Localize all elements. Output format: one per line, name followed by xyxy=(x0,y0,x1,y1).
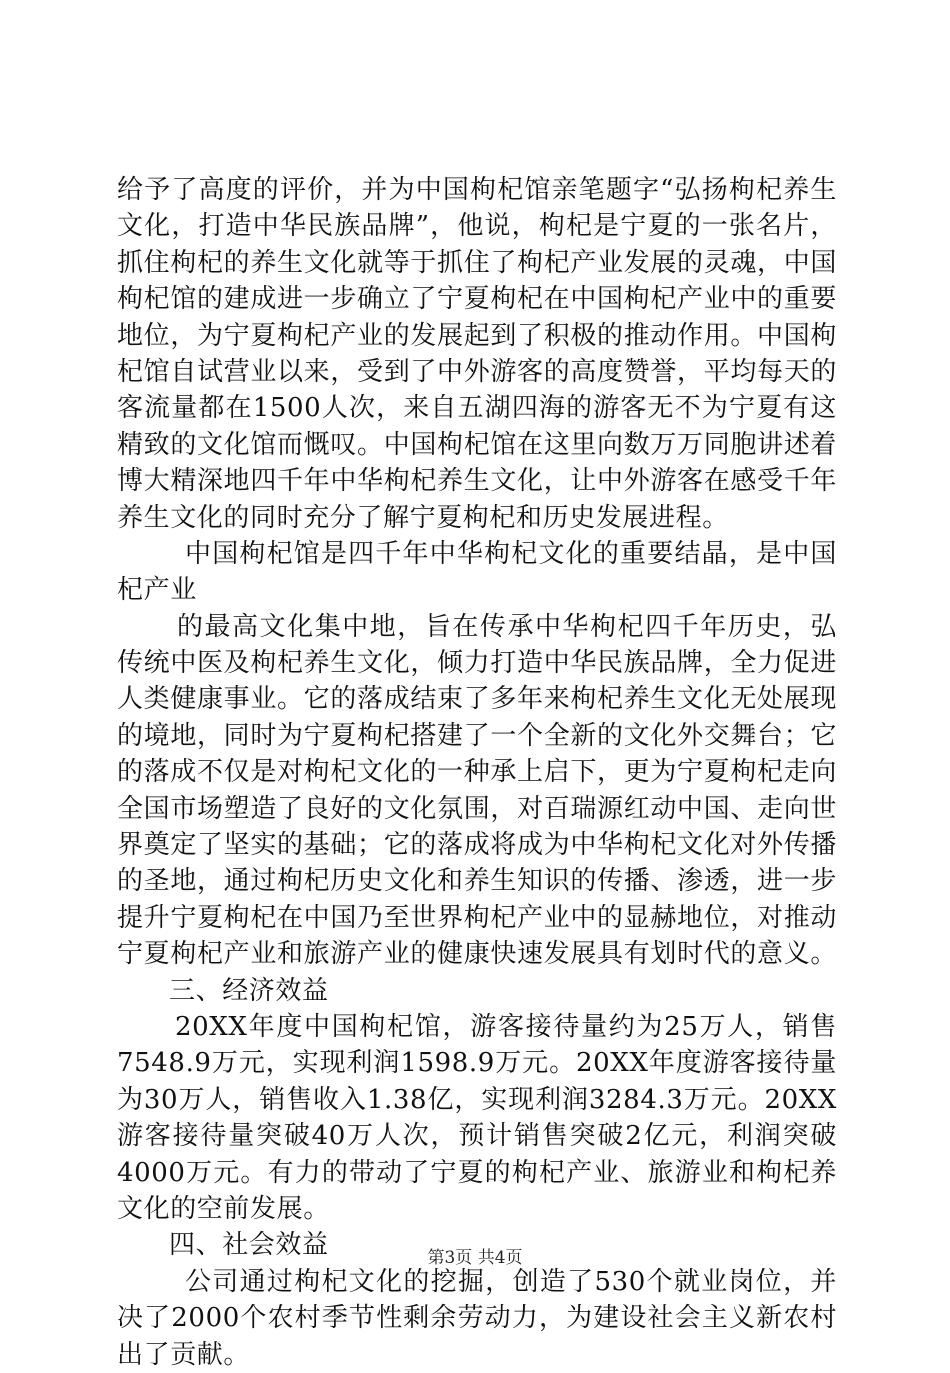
text-line: 界奠定了坚实的基础；它的落成将成为中华枸杞文化对外传播 xyxy=(117,830,837,861)
text-line: 杞产业 xyxy=(117,575,197,606)
text-line: 的境地，同时为宁夏枸杞搭建了一个全新的文化外交舞台；它 xyxy=(117,720,837,751)
text-line: 全国市场塑造了良好的文化氛围，对百瑞源红动中国、走向世 xyxy=(117,793,837,824)
text-line: 枸杞馆的建成进一步确立了宁夏枸杞在中国枸杞产业中的重要 xyxy=(117,284,837,315)
page-footer: 第3页 共4页 xyxy=(427,1248,523,1268)
text-line: 养生文化的同时充分了解宁夏枸杞和历史发展进程。 xyxy=(117,502,729,533)
text-line: 提升宁夏枸杞在中国乃至世界枸杞产业中的显赫地位，对推动 xyxy=(117,902,837,933)
text-line: 公司通过枸杞文化的挖掘，创造了530个就业岗位，并 xyxy=(185,1266,837,1297)
text-line: 精致的文化馆而慨叹。中国枸杞馆在这里向数万万同胞讲述着 xyxy=(117,429,837,460)
document-body xyxy=(117,172,837,1373)
text-line: 杞馆自试营业以来，受到了中外游客的高度赞誉，平均每天的 xyxy=(117,356,837,387)
text-line: 四、社会效益 xyxy=(169,1230,329,1261)
text-line: 宁夏枸杞产业和旅游产业的健康快速发展具有划时代的意义。 xyxy=(117,939,837,970)
text-line: 4000万元。有力的带动了宁夏的枸杞产业、旅游业和枸杞养 xyxy=(117,1157,837,1188)
text-line: 20XX年度中国枸杞馆，游客接待量约为25万人，销售 xyxy=(175,1011,837,1042)
text-line: 传统中医及枸杞养生文化，倾力打造中华民族品牌，全力促进 xyxy=(117,648,837,679)
text-line: 博大精深地四千年中华枸杞养生文化，让中外游客在感受千年 xyxy=(117,466,837,497)
text-line: 人类健康事业。它的落成结束了多年来枸杞养生文化无处展现 xyxy=(117,684,837,715)
text-line: 三、经济效益 xyxy=(169,975,329,1006)
text-line: 中国枸杞馆是四千年中华枸杞文化的重要结晶，是中国 xyxy=(185,538,837,569)
text-line: 的最高文化集中地，旨在传承中华枸杞四千年历史，弘 xyxy=(177,611,837,642)
text-line: 客流量都在1500人次，来自五湖四海的游客无不为宁夏有这 xyxy=(117,393,837,424)
text-line: 的圣地，通过枸杞历史文化和养生知识的传播、渗透，进一步 xyxy=(117,866,837,897)
text-line: 为30万人，销售收入1.38亿，实现利润3284.3万元。20XX xyxy=(117,1084,837,1115)
text-line: 的落成不仅是对枸杞文化的一种承上启下，更为宁夏枸杞走向 xyxy=(117,757,837,788)
text-line: 决了2000个农村季节性剩余劳动力，为建设社会主义新农村 xyxy=(117,1303,837,1334)
text-line: 出了贡献。 xyxy=(117,1339,251,1370)
text-line: 游客接待量突破40万人次，预计销售突破2亿元，利润突破 xyxy=(117,1121,837,1152)
text-line: 抓住枸杞的养生文化就等于抓住了枸杞产业发展的灵魂，中国 xyxy=(117,247,837,278)
text-line: 文化的空前发展。 xyxy=(117,1193,330,1224)
text-line: 7548.9万元，实现利润1598.9万元。20XX年度游客接待量 xyxy=(117,1048,837,1079)
text-line: 地位，为宁夏枸杞产业的发展起到了积极的推动作用。中国枸 xyxy=(117,320,837,351)
text-line: 给予了高度的评价，并为中国枸杞馆亲笔题字“弘扬枸杞养生 xyxy=(117,175,837,205)
text-line: 文化，打造中华民族品牌”，他说，枸杞是宁夏的一张名片， xyxy=(117,211,837,242)
